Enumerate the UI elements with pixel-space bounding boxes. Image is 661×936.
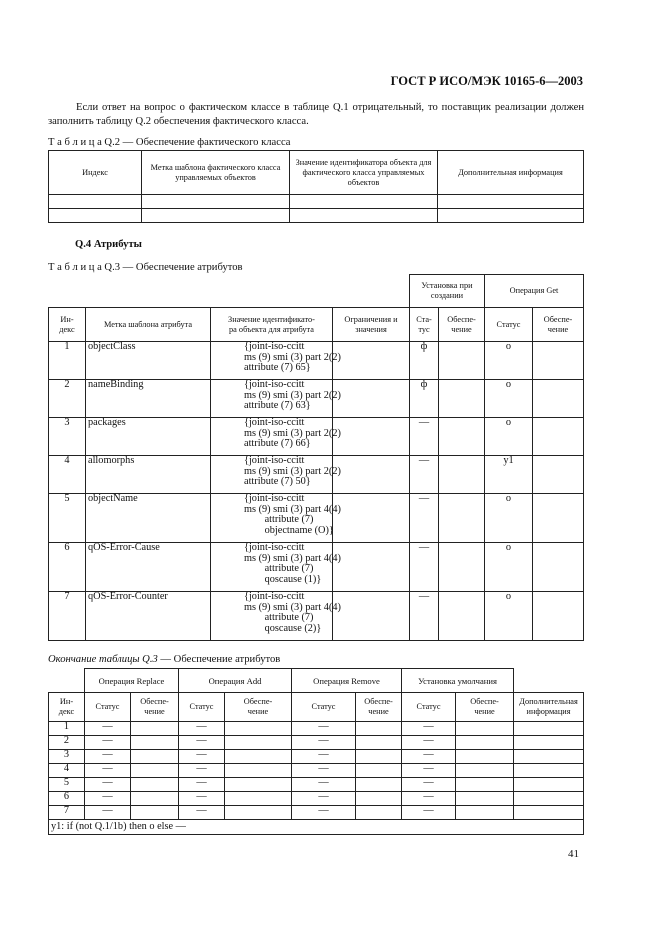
replace-status: — <box>85 806 131 820</box>
row-get-status: o <box>485 494 533 543</box>
row-oid: {joint-iso-ccitt ms (9) smi (3) part 2(2) attribute (7) 66} <box>211 418 333 456</box>
table-q3-caption: Т а б л и ц а Q.3 — Обеспечение атрибутов <box>48 262 243 273</box>
row-get-status: o <box>485 543 533 592</box>
table-q3-header-get-support: Обеспе- чение <box>533 308 584 342</box>
table-footnote-row <box>49 820 584 835</box>
table-q3-end-caption-italic: Окончание таблицы Q.3 <box>48 654 158 665</box>
table-q2-caption: Т а б л и ц а Q.2 — Обеспечение фактического класса <box>48 137 291 148</box>
row-get-status: o <box>485 342 533 380</box>
row-create-status: ф <box>410 342 439 380</box>
table-footnote: y1: if (not Q.1/1b) then o else — <box>49 820 584 835</box>
row-oid: {joint-iso-ccitt ms (9) smi (3) part 2(2) attribute (7) 65} <box>211 342 333 380</box>
intro-paragraph: Если ответ на вопрос о фактическом классе в таблице Q.1 отрицательный, то поставщик реализации должен заполнить таблицу Q.2 обеспечения фактического класса. <box>48 102 584 127</box>
document-header: ГОСТ Р ИСО/МЭК 10165-6—2003 <box>390 74 583 88</box>
row-index: 6 <box>49 792 85 806</box>
header-support: Обеспе- чение <box>225 693 292 722</box>
row-get-status: o <box>485 380 533 418</box>
table-row <box>49 418 584 456</box>
table-q2-header-index: Индекс <box>49 151 142 195</box>
table-row <box>49 456 584 494</box>
header-support: Обеспе- чение <box>456 693 514 722</box>
table-q3-end-caption-rest: — Обеспечение атрибутов <box>157 654 281 665</box>
default-status: — <box>402 806 456 820</box>
table-q3-header-index: Ин- декс <box>49 308 86 342</box>
add-status: — <box>179 722 225 736</box>
row-label: qOS-Error-Counter <box>86 592 211 641</box>
row-index: 3 <box>49 750 85 764</box>
default-status: — <box>402 736 456 750</box>
header-status: Статус <box>85 693 131 722</box>
table-row <box>49 209 584 223</box>
header-status: Статус <box>179 693 225 722</box>
header-extra: Дополнительная информация <box>514 693 584 722</box>
remove-status: — <box>292 764 356 778</box>
default-status: — <box>402 778 456 792</box>
page-number: 41 <box>568 848 579 860</box>
row-create-status: — <box>410 418 439 456</box>
add-status: — <box>179 792 225 806</box>
row-index: 7 <box>49 806 85 820</box>
group-replace: Операция Replace <box>85 669 179 693</box>
row-index: 5 <box>49 778 85 792</box>
remove-status: — <box>292 778 356 792</box>
table-q2-header-oid: Значение идентификатора объекта для фактического класса управляемых объектов <box>290 151 438 195</box>
header-status: Статус <box>292 693 356 722</box>
add-status: — <box>179 778 225 792</box>
table-q3-header-oid: Значение идентификато- ра объекта для атрибута <box>211 308 333 342</box>
row-label: objectName <box>86 494 211 543</box>
table-q3-group-create: Установка при создании <box>410 275 485 308</box>
add-status: — <box>179 764 225 778</box>
row-oid: {joint-iso-ccitt ms (9) smi (3) part 2(2) attribute (7) 50} <box>211 456 333 494</box>
row-get-status: o <box>485 592 533 641</box>
replace-status: — <box>85 764 131 778</box>
table-q3-header-status: Ста- тус <box>410 308 439 342</box>
table-row <box>49 543 584 592</box>
table-q2 <box>48 150 584 223</box>
table-row <box>49 736 584 750</box>
row-label: objectClass <box>86 342 211 380</box>
row-create-status: — <box>410 494 439 543</box>
row-create-status: — <box>410 543 439 592</box>
row-index: 2 <box>49 380 86 418</box>
table-row <box>49 792 584 806</box>
add-status: — <box>179 806 225 820</box>
table-q3-header-get-status: Статус <box>485 308 533 342</box>
row-index: 2 <box>49 736 85 750</box>
default-status: — <box>402 792 456 806</box>
table-q3-header-support: Обеспе- чение <box>439 308 485 342</box>
row-oid: {joint-iso-ccitt ms (9) smi (3) part 4(4) attribute (7) qoscause (1)} <box>211 543 333 592</box>
header-support: Обеспе- чение <box>131 693 179 722</box>
add-status: — <box>179 750 225 764</box>
add-status: — <box>179 736 225 750</box>
row-index: 6 <box>49 543 86 592</box>
header-support: Обеспе- чение <box>356 693 402 722</box>
default-status: — <box>402 764 456 778</box>
row-oid: {joint-iso-ccitt ms (9) smi (3) part 2(2) attribute (7) 63} <box>211 380 333 418</box>
row-oid: {joint-iso-ccitt ms (9) smi (3) part 4(4) attribute (7) objectname (O)} <box>211 494 333 543</box>
group-default: Установка умолчания <box>402 669 514 693</box>
replace-status: — <box>85 778 131 792</box>
remove-status: — <box>292 736 356 750</box>
table-q3-end <box>48 668 584 835</box>
table-q3-group-get: Операция Get <box>485 275 584 308</box>
remove-status: — <box>292 806 356 820</box>
table-q3-header-constraints: Ограничения и значения <box>333 308 410 342</box>
table-row <box>49 778 584 792</box>
row-get-status: y1 <box>485 456 533 494</box>
row-index: 4 <box>49 764 85 778</box>
row-label: qOS-Error-Cause <box>86 543 211 592</box>
default-status: — <box>402 750 456 764</box>
section-heading-q4: Q.4 Атрибуты <box>75 239 142 250</box>
table-q3-header-label: Метка шаблона атрибута <box>86 308 211 342</box>
table-q2-header-label: Метка шаблона фактического класса управляемых объектов <box>142 151 290 195</box>
table-q3 <box>48 274 584 641</box>
group-add: Операция Add <box>179 669 292 693</box>
remove-status: — <box>292 750 356 764</box>
row-label: allomorphs <box>86 456 211 494</box>
row-oid: {joint-iso-ccitt ms (9) smi (3) part 4(4) attribute (7) qoscause (2)} <box>211 592 333 641</box>
row-index: 1 <box>49 342 86 380</box>
row-create-status: ф <box>410 380 439 418</box>
replace-status: — <box>85 722 131 736</box>
table-q3-end-caption <box>48 654 280 665</box>
table-row <box>49 494 584 543</box>
replace-status: — <box>85 736 131 750</box>
row-label: nameBinding <box>86 380 211 418</box>
row-index: 1 <box>49 722 85 736</box>
replace-status: — <box>85 750 131 764</box>
row-index: 4 <box>49 456 86 494</box>
table-row <box>49 592 584 641</box>
remove-status: — <box>292 792 356 806</box>
row-index: 5 <box>49 494 86 543</box>
header-index: Ин- декс <box>49 693 85 722</box>
table-row <box>49 342 584 380</box>
row-index: 7 <box>49 592 86 641</box>
table-row <box>49 750 584 764</box>
row-get-status: o <box>485 418 533 456</box>
table-row <box>49 722 584 736</box>
row-index: 3 <box>49 418 86 456</box>
table-row <box>49 764 584 778</box>
table-row <box>49 195 584 209</box>
default-status: — <box>402 722 456 736</box>
table-row <box>49 380 584 418</box>
remove-status: — <box>292 722 356 736</box>
replace-status: — <box>85 792 131 806</box>
table-row <box>49 806 584 820</box>
group-remove: Операция Remove <box>292 669 402 693</box>
row-create-status: — <box>410 592 439 641</box>
row-label: packages <box>86 418 211 456</box>
row-create-status: — <box>410 456 439 494</box>
header-status: Статус <box>402 693 456 722</box>
table-q2-header-extra: Дополнительная информация <box>438 151 584 195</box>
